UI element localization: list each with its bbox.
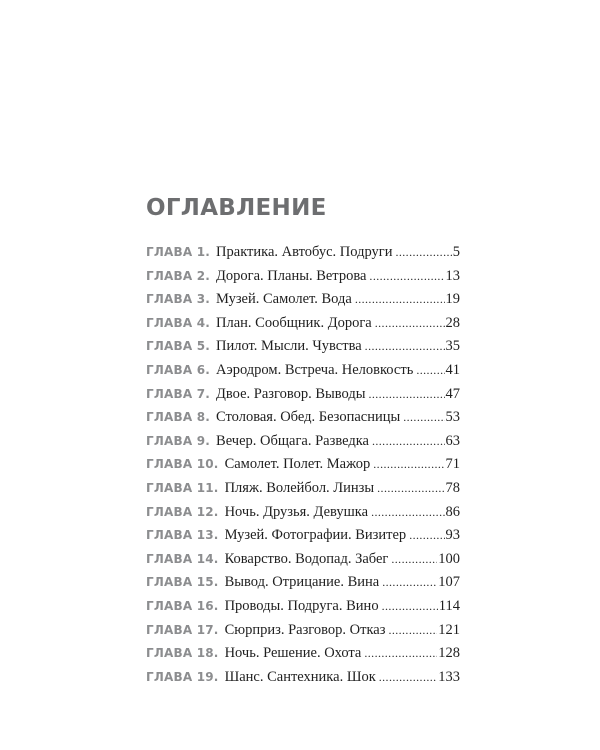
toc-entry bbox=[146, 574, 460, 598]
dot-leader bbox=[377, 481, 444, 496]
page-number: 63 bbox=[445, 432, 460, 449]
toc-entry bbox=[146, 504, 460, 528]
page-number: 121 bbox=[438, 621, 460, 638]
chapter-label: ГЛАВА 6. bbox=[146, 362, 211, 377]
chapter-title: Пляж. Волейбол. Линзы bbox=[224, 479, 375, 496]
chapter-title: Шанс. Сантехника. Шок bbox=[224, 668, 376, 685]
toc-entry bbox=[146, 291, 460, 315]
page-number: 93 bbox=[445, 527, 460, 544]
chapter-label: ГЛАВА 8. bbox=[146, 410, 211, 425]
chapter-title: Столовая. Обед. Безопасницы bbox=[216, 409, 401, 426]
chapter-title: Самолет. Полет. Мажор bbox=[224, 456, 371, 473]
page-number: 19 bbox=[445, 291, 460, 308]
chapter-title: Вечер. Общага. Разведка bbox=[216, 432, 369, 449]
chapter-label: ГЛАВА 2. bbox=[146, 268, 211, 283]
dot-leader bbox=[395, 245, 451, 260]
chapter-label: ГЛАВА 7. bbox=[146, 386, 211, 401]
chapter-label: ГЛАВА 15. bbox=[146, 575, 219, 590]
page-number: 35 bbox=[445, 338, 460, 355]
dot-leader bbox=[382, 599, 438, 614]
page-number: 41 bbox=[445, 361, 460, 378]
chapter-label: ГЛАВА 1. bbox=[146, 245, 211, 259]
chapter-title: Аэродром. Встреча. Неловкость bbox=[216, 361, 414, 378]
page-number: 100 bbox=[438, 550, 460, 567]
chapter-title: Ночь. Решение. Охота bbox=[224, 645, 362, 662]
dot-leader bbox=[409, 528, 444, 543]
toc-entry bbox=[146, 598, 460, 622]
page-number: 78 bbox=[445, 479, 460, 496]
toc-entry bbox=[146, 622, 460, 646]
toc-entry bbox=[146, 338, 460, 362]
chapter-label: ГЛАВА 10. bbox=[146, 457, 219, 472]
toc-entry bbox=[146, 527, 460, 551]
dot-leader bbox=[379, 670, 438, 685]
chapter-label: ГЛАВА 3. bbox=[146, 292, 211, 307]
chapter-label: ГЛАВА 12. bbox=[146, 504, 219, 519]
toc-entry bbox=[146, 669, 460, 693]
chapter-title: Практика. Автобус. Подруги bbox=[216, 244, 393, 260]
dot-leader bbox=[364, 646, 437, 661]
toc-list bbox=[146, 244, 460, 692]
toc-entry bbox=[146, 480, 460, 504]
chapter-label: ГЛАВА 9. bbox=[146, 433, 211, 448]
page-number: 86 bbox=[445, 503, 460, 520]
page-number: 47 bbox=[445, 385, 460, 402]
toc-entry bbox=[146, 645, 460, 669]
page-number: 114 bbox=[438, 597, 460, 614]
toc-entry bbox=[146, 409, 460, 433]
chapter-title: Проводы. Подруга. Вино bbox=[224, 597, 379, 614]
chapter-title: Сюрприз. Разговор. Отказ bbox=[224, 621, 386, 638]
dot-leader bbox=[355, 292, 445, 307]
toc-entry bbox=[146, 456, 460, 480]
table-of-contents bbox=[146, 192, 460, 692]
chapter-label: ГЛАВА 14. bbox=[146, 551, 219, 566]
page-number: 133 bbox=[438, 668, 460, 685]
page-number: 5 bbox=[452, 244, 460, 260]
dot-leader bbox=[372, 434, 445, 449]
chapter-label: ГЛАВА 4. bbox=[146, 315, 211, 330]
page-number: 53 bbox=[445, 409, 460, 426]
page-number: 28 bbox=[445, 314, 460, 331]
toc-entry bbox=[146, 244, 460, 268]
toc-entry bbox=[146, 551, 460, 575]
toc-heading: ОГЛАВЛЕНИЕ bbox=[146, 195, 327, 221]
page-number: 13 bbox=[445, 267, 460, 284]
chapter-title: Пилот. Мысли. Чувства bbox=[216, 338, 362, 355]
chapter-title: Ночь. Друзья. Девушка bbox=[224, 503, 369, 520]
dot-leader bbox=[365, 339, 445, 354]
dot-leader bbox=[371, 505, 444, 520]
dot-leader bbox=[369, 269, 444, 284]
chapter-label: ГЛАВА 13. bbox=[146, 528, 219, 543]
chapter-title: Двое. Разговор. Выводы bbox=[216, 385, 366, 402]
toc-entry bbox=[146, 268, 460, 292]
chapter-title: Музей. Самолет. Вода bbox=[216, 291, 352, 308]
chapter-title: Музей. Фотографии. Визитер bbox=[224, 527, 407, 544]
chapter-label: ГЛАВА 11. bbox=[146, 480, 219, 495]
chapter-label: ГЛАВА 17. bbox=[146, 622, 219, 637]
toc-entry bbox=[146, 386, 460, 410]
page-number: 128 bbox=[438, 645, 460, 662]
chapter-label: ГЛАВА 5. bbox=[146, 339, 211, 354]
dot-leader bbox=[382, 575, 437, 590]
dot-leader bbox=[403, 410, 444, 425]
chapter-title: Коварство. Водопад. Забег bbox=[224, 550, 389, 567]
dot-leader bbox=[373, 457, 444, 472]
dot-leader bbox=[388, 623, 437, 638]
chapter-label: ГЛАВА 18. bbox=[146, 646, 219, 661]
toc-entry bbox=[146, 362, 460, 386]
page-number: 71 bbox=[445, 456, 460, 473]
chapter-title: Дорога. Планы. Ветрова bbox=[216, 267, 367, 284]
toc-entry bbox=[146, 433, 460, 457]
chapter-title: План. Сообщник. Дорога bbox=[216, 314, 372, 331]
dot-leader bbox=[375, 316, 445, 331]
chapter-label: ГЛАВА 19. bbox=[146, 669, 219, 684]
chapter-title: Вывод. Отрицание. Вина bbox=[224, 574, 380, 591]
dot-leader bbox=[416, 363, 444, 378]
chapter-label: ГЛАВА 16. bbox=[146, 598, 219, 613]
toc-entry bbox=[146, 315, 460, 339]
dot-leader bbox=[391, 552, 437, 567]
dot-leader bbox=[368, 387, 444, 402]
page-number: 107 bbox=[438, 574, 460, 591]
